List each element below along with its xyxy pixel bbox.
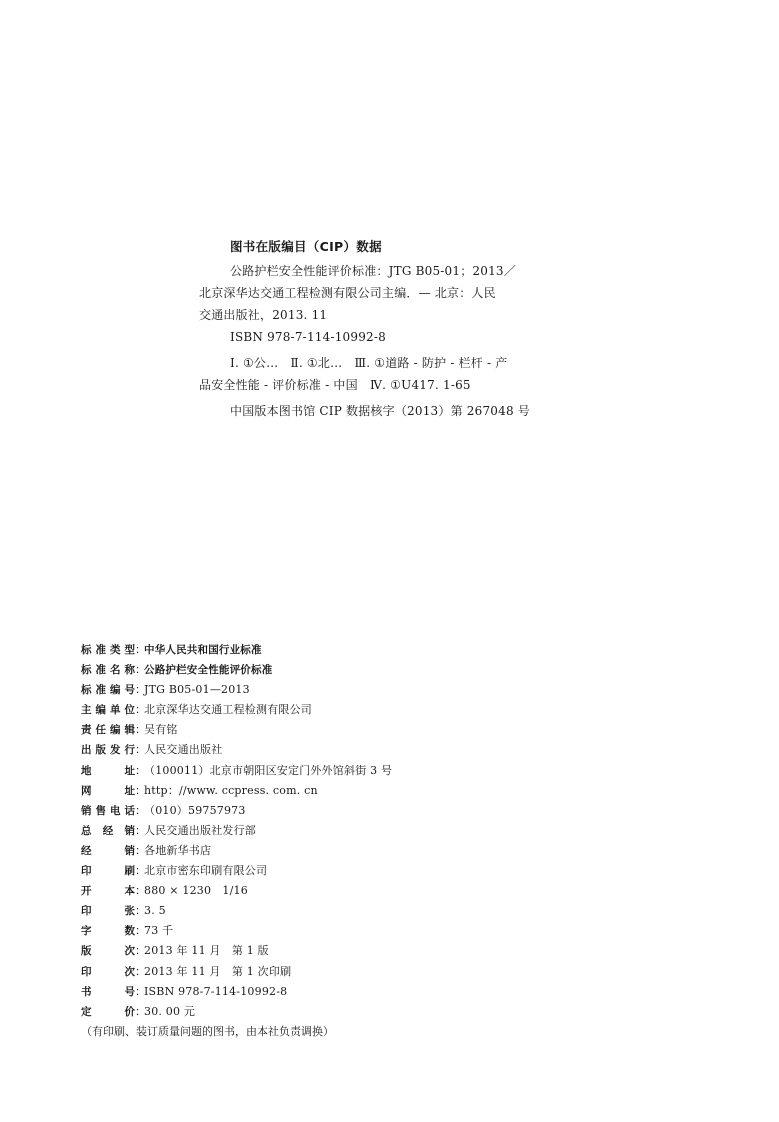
info-label: 出版发行 bbox=[81, 744, 135, 757]
info-value: 人民交通出版社 bbox=[144, 743, 223, 757]
info-row-website: 网址 ： http：//www. ccpress. com. cn bbox=[81, 781, 681, 801]
info-value: 30. 00 元 bbox=[144, 1004, 196, 1018]
info-row-format: 开本 ： 880 × 1230 1/16 bbox=[81, 881, 681, 901]
info-label: 印张 bbox=[81, 905, 135, 918]
info-value: http：//www. ccpress. com. cn bbox=[144, 783, 318, 797]
info-label: 字数 bbox=[81, 925, 135, 938]
info-value: 各地新华书店 bbox=[144, 843, 212, 857]
info-row-general-distributor: 总经销 ： 人民交通出版社发行部 bbox=[81, 821, 681, 841]
info-value: 73 千 bbox=[144, 924, 174, 938]
info-value: 北京市密东印刷有限公司 bbox=[144, 864, 268, 878]
info-value: ISBN 978-7-114-10992-8 bbox=[144, 984, 288, 998]
info-row-book-number: 书号 ： ISBN 978-7-114-10992-8 bbox=[81, 982, 681, 1002]
info-label: 销售电话 bbox=[81, 804, 135, 817]
info-value: 3. 5 bbox=[144, 904, 166, 918]
cip-line-classification-cont: 品安全性能 - 评价标准 - 中国 Ⅳ. ①U417. 1-65 bbox=[199, 378, 471, 392]
info-row-standard-number: 标准编号 ： JTG B05-01—2013 bbox=[81, 680, 681, 700]
info-value: （100011）北京市朝阳区安定门外外馆斜街 3 号 bbox=[144, 763, 393, 777]
cip-heading: 图书在版编目（CIP）数据 bbox=[230, 239, 382, 254]
info-row-price: 定价 ： 30. 00 元 bbox=[81, 1002, 681, 1022]
info-row-responsible-editor: 责任编辑 ： 吴有铭 bbox=[81, 720, 681, 740]
info-row-publisher: 出版发行 ： 人民交通出版社 bbox=[81, 740, 681, 760]
info-value: 2013 年 11 月 第 1 版 bbox=[144, 944, 269, 958]
info-value: 吴有铭 bbox=[144, 723, 178, 737]
info-label: 印次 bbox=[81, 965, 135, 978]
info-row-printing: 印次 ： 2013 年 11 月 第 1 次印刷 bbox=[81, 962, 681, 982]
cip-data-block bbox=[199, 236, 579, 422]
info-value: 北京深华达交通工程检测有限公司 bbox=[144, 703, 312, 717]
info-label: 标准名称 bbox=[81, 664, 135, 677]
info-value: 公路护栏安全性能评价标准 bbox=[144, 664, 273, 677]
cip-line-title: 公路护栏安全性能评价标准：JTG B05-01；2013／ bbox=[230, 264, 516, 278]
info-value: 中华人民共和国行业标准 bbox=[144, 644, 262, 656]
info-row-chief-editor-unit: 主编单位 ： 北京深华达交通工程检测有限公司 bbox=[81, 700, 681, 720]
info-label: 标准类型 bbox=[81, 644, 135, 656]
quality-note: （有印刷、装订质量问题的图书，由本社负责调换） bbox=[81, 1024, 334, 1038]
info-label: 地址 bbox=[81, 764, 135, 777]
info-label: 经销 bbox=[81, 844, 135, 857]
cip-line-editor: 北京深华达交通工程检测有限公司主编．— 北京：人民 bbox=[199, 286, 496, 300]
info-row-printer: 印刷 ： 北京市密东印刷有限公司 bbox=[81, 861, 681, 881]
info-row-distributor: 经销 ： 各地新华书店 bbox=[81, 841, 681, 861]
info-row-sales-phone: 销售电话 ： （010）59757973 bbox=[81, 801, 681, 821]
info-label: 标准编号 bbox=[81, 684, 135, 697]
info-row-standard-name: 标准名称 ： 公路护栏安全性能评价标准 bbox=[81, 660, 681, 680]
info-value: （010）59757973 bbox=[144, 803, 246, 817]
cip-line-record-number: 中国版本图书馆 CIP 数据核字（2013）第 267048 号 bbox=[230, 404, 531, 418]
info-value: 880 × 1230 1/16 bbox=[144, 884, 248, 898]
publication-info-block bbox=[81, 640, 681, 1042]
info-value: 人民交通出版社发行部 bbox=[144, 823, 256, 837]
info-row-standard-type: 标准类型 ： 中华人民共和国行业标准 bbox=[81, 640, 681, 660]
cip-line-publisher: 交通出版社，2013. 11 bbox=[199, 308, 328, 322]
info-label: 责任编辑 bbox=[81, 724, 135, 737]
info-label: 定价 bbox=[81, 1005, 135, 1018]
cip-line-classification: Ⅰ. ①公… Ⅱ. ①北… Ⅲ. ①道路 - 防护 - 栏杆 - 产 bbox=[230, 356, 508, 370]
info-label: 开本 bbox=[81, 885, 135, 898]
info-label: 总经销 bbox=[81, 824, 135, 837]
info-label: 书号 bbox=[81, 985, 135, 998]
info-label: 网址 bbox=[81, 784, 135, 797]
info-value: 2013 年 11 月 第 1 次印刷 bbox=[144, 964, 292, 978]
info-label: 版次 bbox=[81, 945, 135, 958]
info-value: JTG B05-01—2013 bbox=[144, 683, 250, 697]
info-row-word-count: 字数 ： 73 千 bbox=[81, 921, 681, 941]
cip-line-isbn: ISBN 978-7-114-10992-8 bbox=[230, 330, 386, 344]
info-row-printed-sheets: 印张 ： 3. 5 bbox=[81, 901, 681, 921]
info-row-edition: 版次 ： 2013 年 11 月 第 1 版 bbox=[81, 941, 681, 961]
info-label: 印刷 bbox=[81, 865, 135, 878]
info-label: 主编单位 bbox=[81, 704, 135, 717]
info-row-address: 地址 ： （100011）北京市朝阳区安定门外外馆斜街 3 号 bbox=[81, 761, 681, 781]
